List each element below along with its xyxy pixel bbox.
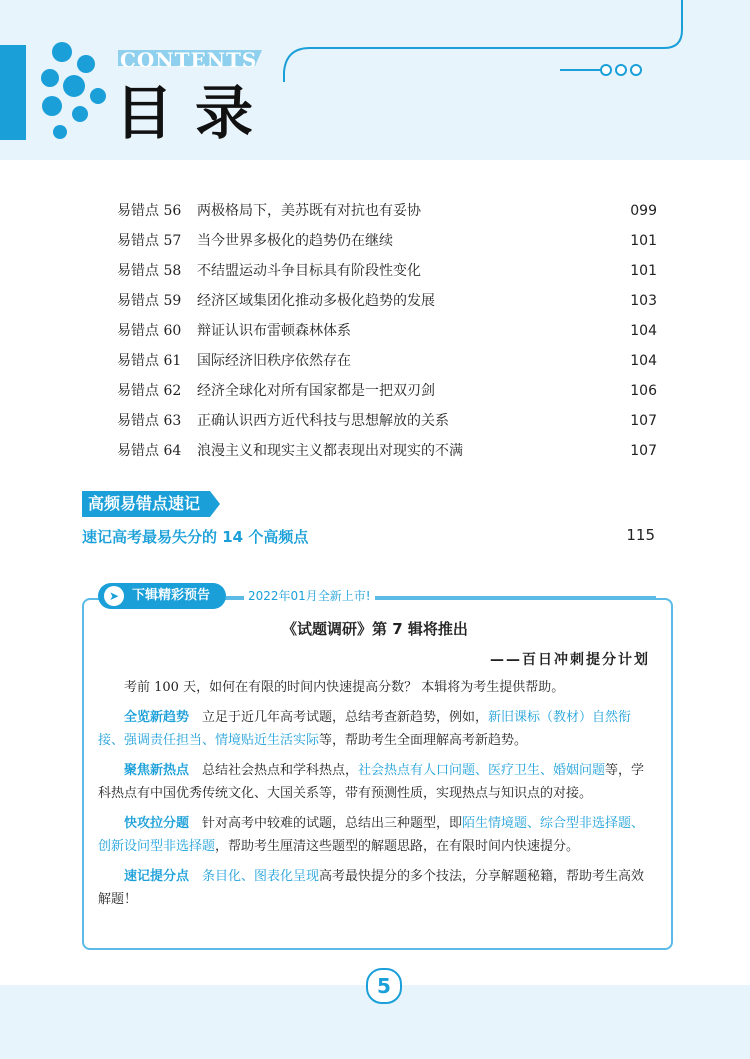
preview-keyword: 速记提分点 xyxy=(124,868,190,884)
toc-entry[interactable] xyxy=(117,200,657,230)
toc-entry-page: 101 xyxy=(630,263,657,279)
preview-paragraph: 快攻拉分题 针对高考中较难的试题，总结出三种题型，即陌生情境题、综合型非选择题、创新设问型非选择题，帮助考生厘清这些题型的解题思路，在有限时间内快速提分。 xyxy=(98,815,645,854)
preview-keyword: 快攻拉分题 xyxy=(124,815,190,831)
toc-entry[interactable] xyxy=(117,320,657,350)
preview-intro: 考前 100 天，如何在有限的时间内快速提高分数？ 本辑将为考生提供帮助。 xyxy=(124,680,565,695)
toc-entry[interactable] xyxy=(117,380,657,410)
preview-keyword: 全览新趋势 xyxy=(124,709,190,725)
toc-entry-page: 099 xyxy=(630,203,657,219)
toc-entry-title: 不结盟运动斗争目标具有阶段性变化 xyxy=(197,263,421,279)
dots-logo-icon xyxy=(41,42,106,139)
section-heading: 高频易错点速记 xyxy=(82,491,210,517)
toc-entry[interactable] xyxy=(117,440,657,470)
toc-entry[interactable] xyxy=(117,260,657,290)
toc-entry-label: 易错点 59 xyxy=(117,293,182,309)
toc-entry-title: 辩证认识布雷顿森林体系 xyxy=(197,323,351,339)
page-number: 5 xyxy=(366,968,402,1004)
toc-entry-page: 101 xyxy=(630,233,657,249)
preview-tab xyxy=(98,583,226,609)
toc-entry-title: 经济区域集团化推动多极化趋势的发展 xyxy=(197,293,435,309)
preview-date: 2022年01月全新上市! xyxy=(244,587,375,604)
preview-paragraph: 速记提分点 条目化、图表化呈现高考最快提分的多个技法，分享解题秘籍，帮助考生高效解题！ xyxy=(98,868,645,907)
toc-entry-label: 易错点 58 xyxy=(117,263,182,279)
page-title: 目录 xyxy=(115,79,276,147)
quick-entry-page: 115 xyxy=(626,526,655,544)
toc-entry-page: 107 xyxy=(630,443,657,459)
toc-entry-label: 易错点 62 xyxy=(117,383,182,399)
left-accent-bar xyxy=(0,45,26,140)
preview-paragraph: 全览新趋势 立足于近几年高考试题，总结考查新趋势，例如，新旧课标（教材）自然衔接、强调责任担当、情境贴近生活实际等，帮助考生全面理解高考新趋势。 xyxy=(98,709,632,748)
toc-entry[interactable] xyxy=(117,410,657,440)
preview-keyword: 聚焦新热点 xyxy=(124,762,190,778)
toc-entry-page: 104 xyxy=(630,353,657,369)
toc-entry[interactable] xyxy=(117,290,657,320)
toc-entry-label: 易错点 56 xyxy=(117,203,182,219)
toc-entry-label: 易错点 60 xyxy=(117,323,182,339)
toc-entry[interactable] xyxy=(117,230,657,260)
toc-entry-page: 107 xyxy=(630,413,657,429)
preview-title: 《试题调研》第 7 辑将推出 xyxy=(282,620,468,638)
quick-entry-title: 速记高考最易失分的 14 个高频点 xyxy=(82,528,309,546)
toc-entry-label: 易错点 57 xyxy=(117,233,182,249)
chain-dots-icon xyxy=(601,65,641,75)
toc-entry-label: 易错点 64 xyxy=(117,443,182,459)
toc-entry-label: 易错点 63 xyxy=(117,413,182,429)
toc-entry-title: 国际经济旧秩序依然存在 xyxy=(197,353,351,369)
preview-highlight: 陌生情境题、综合型非选择题、创新设问型非选择题 xyxy=(98,815,645,854)
toc-entry-title: 当今世界多极化的趋势仍在继续 xyxy=(197,233,393,249)
preview-paragraph: 聚焦新热点 总结社会热点和学科热点，社会热点有人口问题、医疗卫生、婚姻问题等，学科热点有中国优秀传统文化、大国关系等，带有预测性质，实现热点与知识点的对接。 xyxy=(98,762,645,801)
toc-entry-title: 经济全球化对所有国家都是一把双刃剑 xyxy=(197,383,435,399)
toc-entry-label: 易错点 61 xyxy=(117,353,182,369)
toc-list xyxy=(117,200,657,470)
toc-entry-page: 106 xyxy=(630,383,657,399)
toc-entry-title: 两极格局下，美苏既有对抗也有妥协 xyxy=(197,203,421,219)
preview-subtitle: ——百日冲刺提分计划 xyxy=(490,652,650,668)
toc-entry-page: 103 xyxy=(630,293,657,309)
toc-entry-title: 正确认识西方近代科技与思想解放的关系 xyxy=(197,413,449,429)
toc-entry[interactable] xyxy=(117,350,657,380)
toc-entry-title: 浪漫主义和现实主义都表现出对现实的不满 xyxy=(197,443,463,459)
header-decoration xyxy=(0,0,750,200)
preview-highlight: 新旧课标（教材）自然衔接、强调责任担当、情境贴近生活实际 xyxy=(98,709,632,748)
preview-tab-label: 下辑精彩预告 xyxy=(132,588,211,603)
preview-body xyxy=(98,676,654,918)
preview-highlight: 社会热点有人口问题、医疗卫生、婚姻问题 xyxy=(358,762,606,778)
quick-entry[interactable] xyxy=(82,526,657,548)
paper-plane-icon: ➤ xyxy=(104,586,124,606)
preview-highlight: 条目化、图表化呈现 xyxy=(202,868,320,884)
contents-label: CONTENTS xyxy=(120,48,258,72)
toc-entry-page: 104 xyxy=(630,323,657,339)
